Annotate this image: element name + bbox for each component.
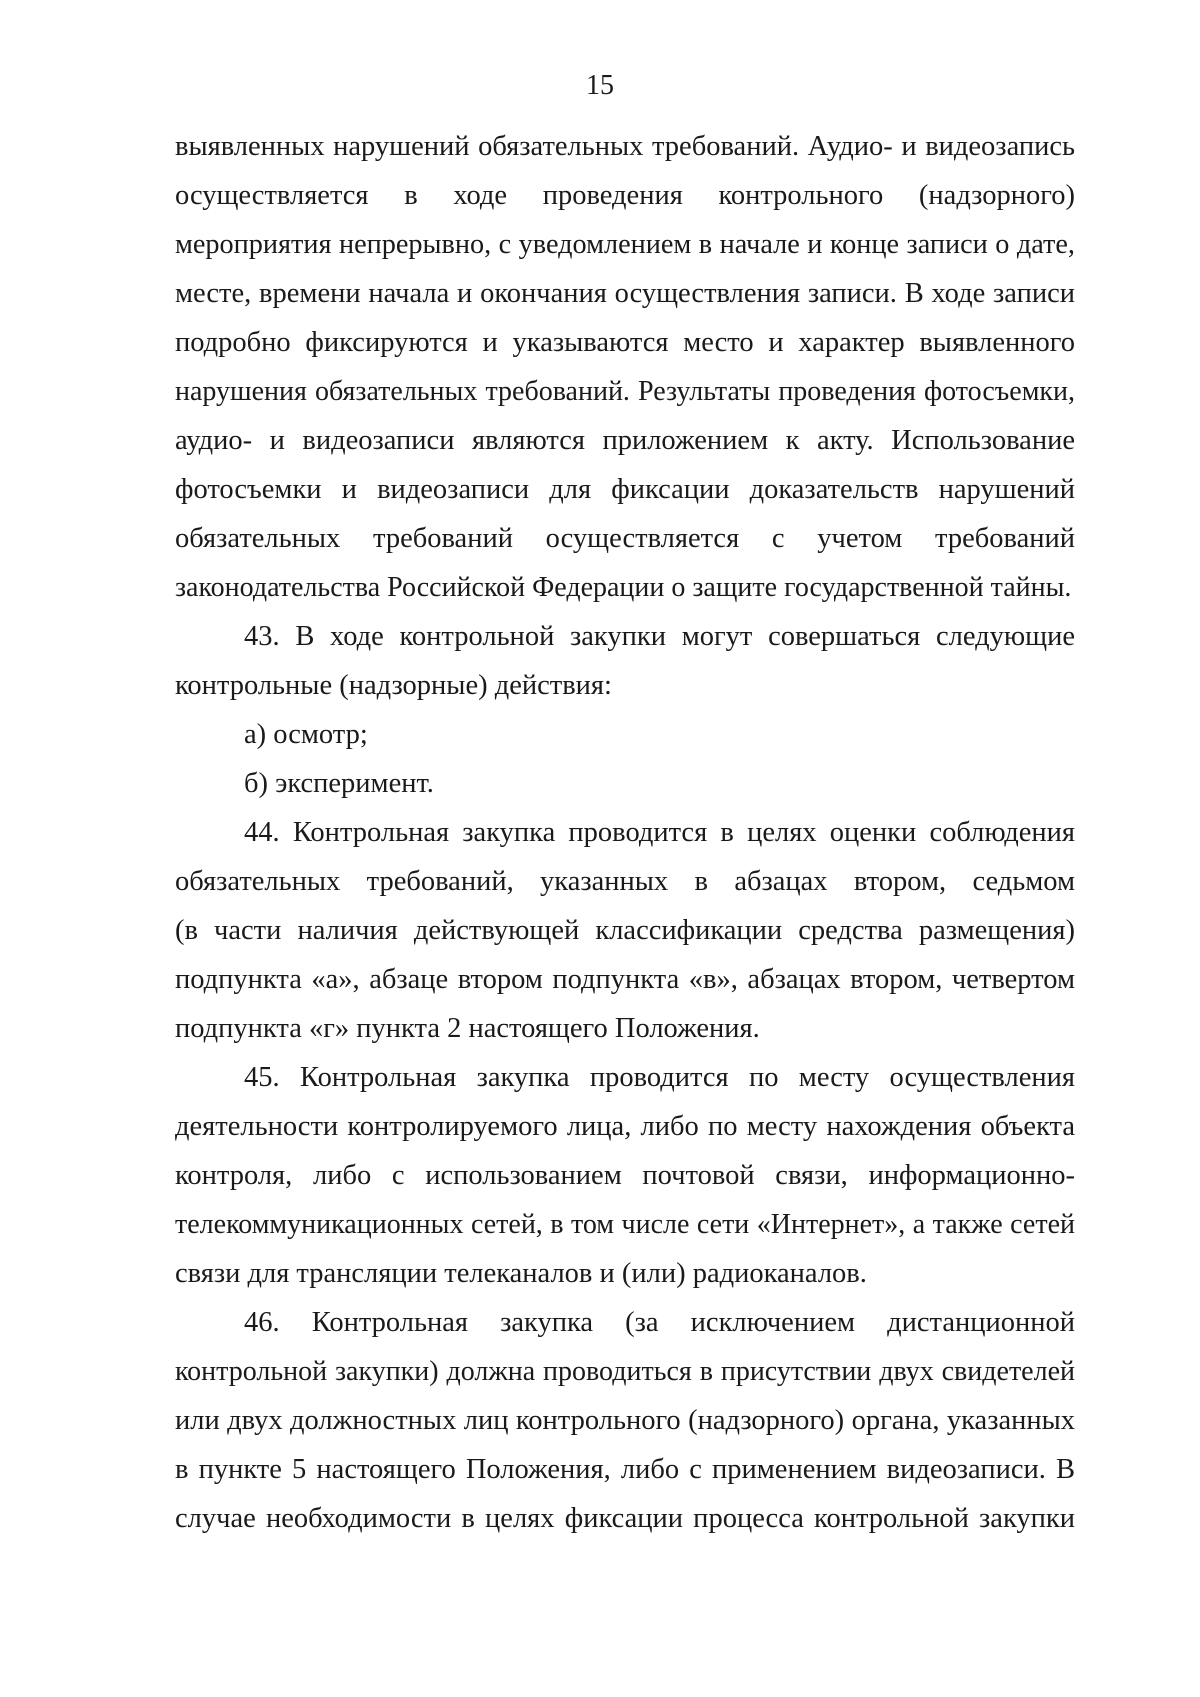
text-line: б) эксперимент. [244, 768, 434, 799]
text-line: обязательных требований осуществляется с учетом требований [175, 523, 1075, 554]
text-line: выявленных нарушений обязательных требований. Аудио- и видеозапись [175, 131, 1075, 162]
page-number: 15 [586, 70, 614, 101]
text-line: случае необходимости в целях фиксации процесса контрольной закупки [175, 1503, 1075, 1534]
text-line: (в части наличия действующей классификации средства размещения) [175, 915, 1075, 946]
text-line: контроля, либо с использованием почтовой связи, информационно- [175, 1160, 1075, 1191]
text-line: 44. Контрольная закупка проводится в целях оценки соблюдения [244, 817, 1075, 848]
text-line: месте, времени начала и окончания осуществления записи. В ходе записи [175, 278, 1075, 309]
text-line: аудио- и видеозаписи являются приложением к акту. Использование [175, 425, 1075, 456]
text-line: или двух должностных лиц контрольного (надзорного) органа, указанных [175, 1405, 1075, 1436]
text-line: контрольные (надзорные) действия: [175, 670, 612, 701]
text-line: в пункте 5 настоящего Положения, либо с применением видеозаписи. В [175, 1454, 1075, 1485]
text-line: деятельности контролируемого лица, либо по месту нахождения объекта [175, 1111, 1075, 1142]
text-line: 43. В ходе контрольной закупки могут совершаться следующие [244, 621, 1075, 652]
text-line: осуществляется в ходе проведения контрольного (надзорного) [175, 180, 1075, 211]
text-line: 45. Контрольная закупка проводится по месту осуществления [244, 1062, 1075, 1093]
text-line: фотосъемки и видеозаписи для фиксации доказательств нарушений [175, 474, 1075, 505]
text-line: обязательных требований, указанных в абзацах втором, седьмом [175, 866, 1075, 897]
text-line: подпункта «г» пункта 2 настоящего Положения. [175, 1013, 760, 1044]
text-line: телекоммуникационных сетей, в том числе сети «Интернет», а также сетей [175, 1209, 1075, 1240]
text-line: подробно фиксируются и указываются место и характер выявленного [175, 327, 1075, 358]
text-line: законодательства Российской Федерации о защите государственной тайны. [175, 572, 1072, 603]
text-line: мероприятия непрерывно, с уведомлением в начале и конце записи о дате, [175, 229, 1075, 260]
text-line: 46. Контрольная закупка (за исключением дистанционной [244, 1307, 1075, 1338]
text-line: связи для трансляции телеканалов и (или) радиоканалов. [175, 1258, 867, 1289]
text-line: а) осмотр; [244, 719, 368, 750]
document-body [175, 122, 1075, 1543]
text-line: подпункта «а», абзаце втором подпункта «в», абзацах втором, четвертом [175, 964, 1075, 995]
text-line: контрольной закупки) должна проводиться в присутствии двух свидетелей [175, 1356, 1075, 1387]
text-line: нарушения обязательных требований. Результаты проведения фотосъемки, [175, 376, 1075, 407]
